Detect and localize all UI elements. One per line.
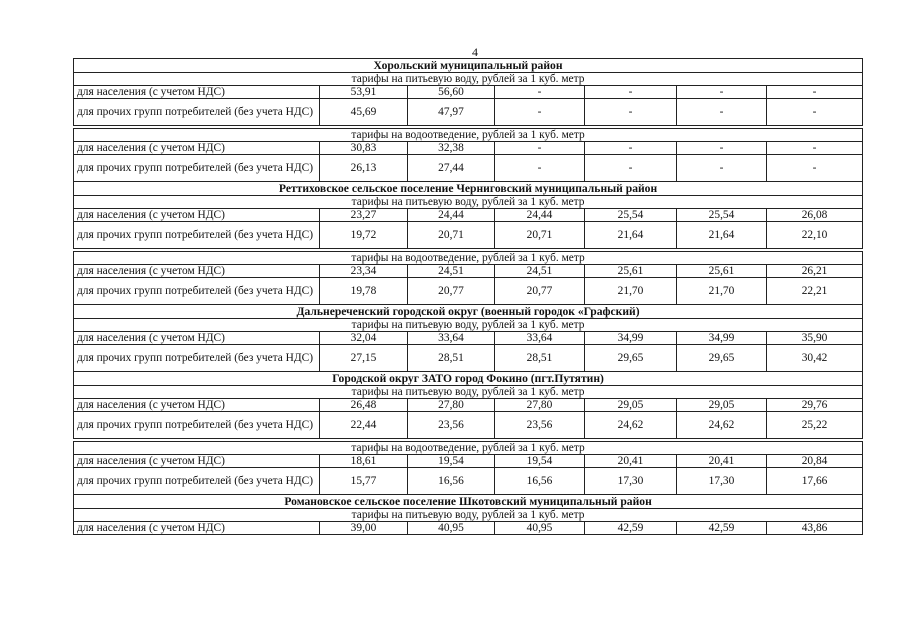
tariff-value: 16,56 (495, 468, 585, 495)
tariff-value: 27,15 (320, 345, 408, 372)
tariff-value: 43,86 (767, 522, 863, 535)
tariff-value: - (677, 155, 767, 182)
tariff-value: - (677, 142, 767, 155)
group-subtitle-row (74, 386, 863, 399)
tariff-value: 24,51 (408, 265, 495, 278)
group-subtitle-row (74, 129, 863, 142)
tariff-value: - (585, 155, 677, 182)
row-label: для населения (с учетом НДС) (74, 455, 320, 468)
tariff-value: 20,84 (767, 455, 863, 468)
row-label: для населения (с учетом НДС) (74, 86, 320, 99)
tariff-value: 34,99 (677, 332, 767, 345)
tariff-value: 27,80 (408, 399, 495, 412)
tariff-value: 25,54 (677, 209, 767, 222)
table-row (74, 265, 863, 278)
tariff-value: 45,69 (320, 99, 408, 126)
section-title: Дальнереченский городской округ (военный городок «Графский) (74, 305, 863, 319)
tariff-value: - (767, 86, 863, 99)
tariff-value: 56,60 (408, 86, 495, 99)
tariff-value: - (767, 155, 863, 182)
tariff-table (73, 58, 863, 535)
tariff-value: 25,54 (585, 209, 677, 222)
group-subtitle: тарифы на водоотведение, рублей за 1 куб. метр (74, 442, 863, 455)
tariff-value: 26,08 (767, 209, 863, 222)
group-subtitle-row (74, 319, 863, 332)
tariff-value: 21,70 (677, 278, 767, 305)
tariff-value: 21,64 (677, 222, 767, 249)
group-subtitle-row (74, 252, 863, 265)
tariff-value: 20,77 (408, 278, 495, 305)
row-label: для прочих групп потребителей (без учета НДС) (74, 222, 320, 249)
row-label: для населения (с учетом НДС) (74, 209, 320, 222)
group-subtitle: тарифы на водоотведение, рублей за 1 куб. метр (74, 252, 863, 265)
tariff-value: 29,05 (677, 399, 767, 412)
group-subtitle: тарифы на питьевую воду, рублей за 1 куб. метр (74, 386, 863, 399)
tariff-value: 25,61 (585, 265, 677, 278)
row-label: для населения (с учетом НДС) (74, 332, 320, 345)
row-label: для населения (с учетом НДС) (74, 265, 320, 278)
table-row (74, 455, 863, 468)
group-subtitle: тарифы на питьевую воду, рублей за 1 куб. метр (74, 319, 863, 332)
tariff-value: 29,76 (767, 399, 863, 412)
row-label: для населения (с учетом НДС) (74, 399, 320, 412)
group-subtitle: тарифы на водоотведение, рублей за 1 куб. метр (74, 129, 863, 142)
tariff-value: 40,95 (495, 522, 585, 535)
tariff-value: 20,41 (585, 455, 677, 468)
tariff-value: 26,48 (320, 399, 408, 412)
tariff-value: 24,62 (585, 412, 677, 439)
table-row (74, 155, 863, 182)
tariff-value: 21,64 (585, 222, 677, 249)
tariff-value: - (585, 142, 677, 155)
tariff-value: 34,99 (585, 332, 677, 345)
section-title-row (74, 182, 863, 196)
group-subtitle-row (74, 73, 863, 86)
tariff-value: - (677, 86, 767, 99)
table-row (74, 222, 863, 249)
tariff-value: 20,71 (495, 222, 585, 249)
table-row (74, 278, 863, 305)
tariff-value: 26,13 (320, 155, 408, 182)
table-row (74, 522, 863, 535)
tariff-value: 18,61 (320, 455, 408, 468)
tariff-value: 20,41 (677, 455, 767, 468)
tariff-value: 30,42 (767, 345, 863, 372)
row-label: для прочих групп потребителей (без учета НДС) (74, 412, 320, 439)
tariff-value: 16,56 (408, 468, 495, 495)
tariff-value: 24,44 (495, 209, 585, 222)
group-subtitle: тарифы на питьевую воду, рублей за 1 куб. метр (74, 509, 863, 522)
section-title: Реттиховское сельское поселение Черниговский муниципальный район (74, 182, 863, 196)
tariff-value: 29,65 (677, 345, 767, 372)
row-label: для прочих групп потребителей (без учета НДС) (74, 278, 320, 305)
tariff-value: 20,71 (408, 222, 495, 249)
tariff-value: 21,70 (585, 278, 677, 305)
tariff-value: 19,72 (320, 222, 408, 249)
tariff-value: - (585, 86, 677, 99)
tariff-value: 19,78 (320, 278, 408, 305)
row-label: для населения (с учетом НДС) (74, 522, 320, 535)
tariff-value: 39,00 (320, 522, 408, 535)
tariff-value: 32,38 (408, 142, 495, 155)
section-title: Городской округ ЗАТО город Фокино (пгт.Путятин) (74, 372, 863, 386)
tariff-value: 17,66 (767, 468, 863, 495)
tariff-value: - (495, 142, 585, 155)
table-row (74, 99, 863, 126)
tariff-value: - (767, 99, 863, 126)
tariff-value: 15,77 (320, 468, 408, 495)
tariff-value: - (495, 99, 585, 126)
row-label: для прочих групп потребителей (без учета НДС) (74, 468, 320, 495)
tariff-value: 19,54 (408, 455, 495, 468)
row-label: для прочих групп потребителей (без учета НДС) (74, 99, 320, 126)
group-subtitle: тарифы на питьевую воду, рублей за 1 куб. метр (74, 73, 863, 86)
tariff-value: 47,97 (408, 99, 495, 126)
table-row (74, 399, 863, 412)
tariff-value: 17,30 (677, 468, 767, 495)
tariff-value: 40,95 (408, 522, 495, 535)
tariff-value: 30,83 (320, 142, 408, 155)
table-row (74, 412, 863, 439)
tariff-value: 22,44 (320, 412, 408, 439)
tariff-value: 23,27 (320, 209, 408, 222)
group-subtitle-row (74, 196, 863, 209)
table-row (74, 345, 863, 372)
tariff-value: 22,10 (767, 222, 863, 249)
tariff-value: 23,56 (408, 412, 495, 439)
section-title-row (74, 495, 863, 509)
page-number: 4 (472, 45, 478, 59)
tariff-value: 33,64 (408, 332, 495, 345)
tariff-value: 53,91 (320, 86, 408, 99)
tariff-value: 23,34 (320, 265, 408, 278)
row-label: для населения (с учетом НДС) (74, 142, 320, 155)
tariff-value: - (495, 155, 585, 182)
tariff-value: 22,21 (767, 278, 863, 305)
tariff-value: 27,44 (408, 155, 495, 182)
tariff-value: - (495, 86, 585, 99)
tariff-value: 19,54 (495, 455, 585, 468)
tariff-value: 24,44 (408, 209, 495, 222)
table-row (74, 209, 863, 222)
tariff-value: 32,04 (320, 332, 408, 345)
section-title: Хорольский муниципальный район (74, 59, 863, 73)
group-subtitle: тарифы на питьевую воду, рублей за 1 куб. метр (74, 196, 863, 209)
table-row (74, 86, 863, 99)
tariff-value: 23,56 (495, 412, 585, 439)
tariff-value: 25,22 (767, 412, 863, 439)
tariff-value: 35,90 (767, 332, 863, 345)
group-subtitle-row (74, 509, 863, 522)
section-title-row (74, 59, 863, 73)
tariff-value: - (767, 142, 863, 155)
section-title-row (74, 305, 863, 319)
group-subtitle-row (74, 442, 863, 455)
tariff-value: 20,77 (495, 278, 585, 305)
tariff-value: 24,51 (495, 265, 585, 278)
tariff-value: 26,21 (767, 265, 863, 278)
tariff-value: 42,59 (677, 522, 767, 535)
tariff-value: 42,59 (585, 522, 677, 535)
row-label: для прочих групп потребителей (без учета НДС) (74, 345, 320, 372)
section-title: Романовское сельское поселение Шкотовский муниципальный район (74, 495, 863, 509)
section-title-row (74, 372, 863, 386)
tariff-value: 27,80 (495, 399, 585, 412)
tariff-value: 29,05 (585, 399, 677, 412)
tariff-value: 24,62 (677, 412, 767, 439)
table-row (74, 468, 863, 495)
tariff-value: 25,61 (677, 265, 767, 278)
table-row (74, 332, 863, 345)
tariff-value: 17,30 (585, 468, 677, 495)
tariff-value: - (677, 99, 767, 126)
tariff-value: - (585, 99, 677, 126)
row-label: для прочих групп потребителей (без учета НДС) (74, 155, 320, 182)
tariff-value: 33,64 (495, 332, 585, 345)
table-row (74, 142, 863, 155)
tariff-value: 28,51 (408, 345, 495, 372)
tariff-value: 28,51 (495, 345, 585, 372)
tariff-value: 29,65 (585, 345, 677, 372)
